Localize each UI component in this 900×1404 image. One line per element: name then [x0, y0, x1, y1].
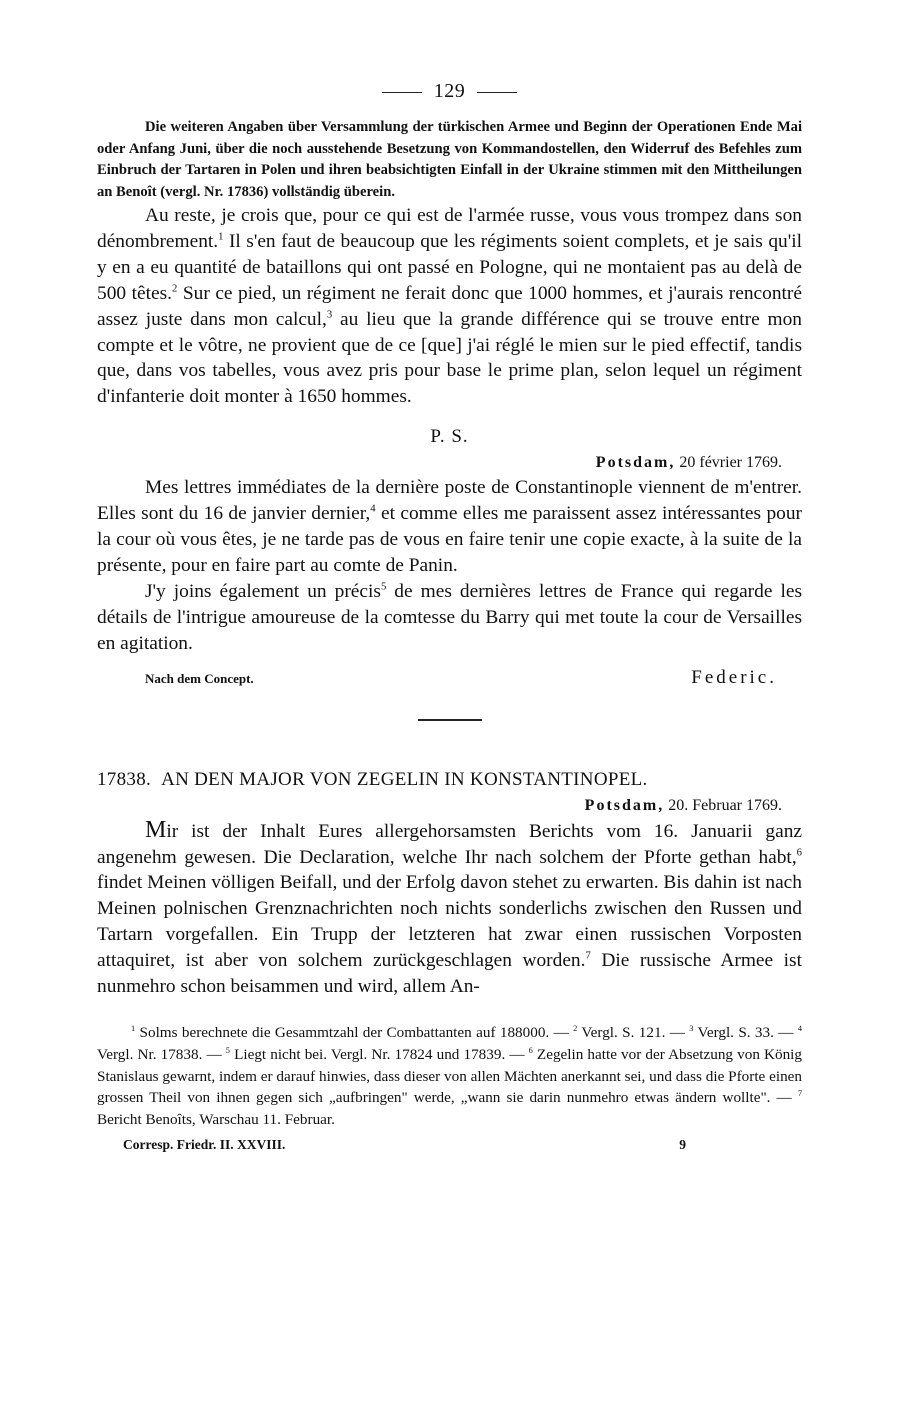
ps-paragraph-2 [97, 579, 802, 657]
footnote-ref: 6 [796, 846, 802, 859]
page-footer [97, 1137, 802, 1153]
signature: Federic. [691, 666, 777, 688]
footnote-ref: 2 [172, 282, 178, 295]
letter2-date: 20. Februar 1769. [664, 796, 782, 814]
text-run: Solms berechnete die Gesammtzahl der Combattanten auf 188000. — [135, 1023, 574, 1041]
letter2-heading [97, 769, 802, 791]
drop-cap: M [145, 816, 167, 843]
footnote-marker: 1 [131, 1023, 136, 1033]
letter2-place: Potsdam, [584, 796, 665, 814]
letter1-paragraph [97, 203, 802, 410]
footnote-marker: 6 [528, 1045, 533, 1055]
footnote-marker: 2 [573, 1023, 578, 1033]
signoff-row [97, 667, 802, 689]
text-run: Liegt nicht bei. Vergl. Nr. 17824 und 17839. — [229, 1045, 529, 1063]
footnote-marker: 7 [797, 1089, 802, 1099]
document-page [97, 80, 802, 1153]
text-run: Vergl. S. 33. — [693, 1023, 798, 1041]
footnote-text [97, 1022, 802, 1131]
letter2-paragraph [97, 818, 802, 1000]
text-run: ir ist der Inhalt Eures allergehorsamsten Berichts vom 16. Januarii ganz angenehm gewesen. Die Declaration, welche Ihr nach solchem der Pforte gethan habt, [97, 820, 802, 868]
ps-date: 20 février 1769. [675, 454, 782, 472]
ps-place: Potsdam, [595, 454, 676, 472]
source-note: Nach dem Concept. [145, 670, 254, 686]
header-dash-right [477, 92, 517, 93]
text-run: Die russische Armee ist nunmehro schon beisammen und wird, allem An- [97, 950, 802, 998]
letter-title: AN DEN MAJOR VON ZEGELIN IN KONSTANTINOPEL. [161, 768, 648, 790]
text-run: et comme elles me paraissent assez intéressantes pour la cour où vous êtes, je ne tarde pas de vous en faire tenir une copie exacte, à la suite de la présente, pour en faire part au comte de Panin. [97, 503, 803, 576]
ps-dateline [97, 454, 782, 472]
text-run: J'y joins également un précis [145, 580, 381, 602]
footnote-ref: 4 [370, 502, 376, 515]
text-run: Bericht Benoîts, Warschau 11. Februar. [97, 1111, 335, 1129]
footnote-marker: 5 [225, 1045, 230, 1055]
text-run: Vergl. S. 121. — [577, 1023, 690, 1041]
letter2-dateline [97, 797, 782, 815]
footnote-ref: 1 [218, 230, 224, 243]
footnotes [97, 1022, 802, 1131]
text-run: Sur ce pied, un régiment ne ferait donc que 1000 hommes, et j'aurais rencontré assez juste dans mon calcul, [97, 282, 802, 330]
page-header [97, 80, 802, 103]
text-run: Zegelin hatte vor der Absetzung von König Stanislaus gewarnt, indem er darauf hinwies, dass dieser von allen Mächten anerkannt sei, und dass die Pforte einen grossen Theil von ihnen gegen sich „aufbringen" werde, „wann sie darin nunmehro etwas ändern wollte". — [97, 1045, 802, 1107]
section-divider [418, 719, 482, 721]
footnote-marker: 3 [689, 1023, 694, 1033]
text-run: au lieu que la grande différence qui se trouve entre mon compte et le vôtre, ne provient que de ce [que] j'ai réglé le mien sur le pied effectif, tandis que, dans vos tabelles, vous avez pris pour base le prime plan, selon lequel un régiment d'infanterie doit monter à 1650 hommes. [97, 308, 802, 408]
text-run: Vergl. Nr. 17838. — [97, 1045, 226, 1063]
text-run: Mes lettres immédiates de la dernière poste de Constantinople viennent de m'entrer. Elles sont du 16 de janvier dernier, [97, 477, 802, 525]
footnote-ref: 7 [585, 949, 591, 962]
text-run: findet Meinen völligen Beifall, und der Erfolg davon stehet zu erwarten. Bis dahin ist nach Meinen polnischen Grenznachrichten noch nichts sonderlichs zwischen den Russen und Tartarn vorgefallen. Ein Trupp der letzteren hat zwar einen russischen Vorposten attaquiret, ist aber von solchem zurückgeschlagen worden. [97, 872, 802, 972]
ps-title: P. S. [430, 426, 469, 448]
footer-volume: Corresp. Friedr. II. XXVIII. [123, 1136, 286, 1152]
footnote-marker: 4 [797, 1023, 802, 1033]
footer-signature-mark: 9 [679, 1136, 686, 1152]
footnote-ref: 3 [326, 308, 333, 321]
ps-paragraph-1 [97, 475, 802, 579]
footnote-ref: 5 [380, 580, 387, 593]
text-run: Il s'en faut de beaucoup que les régiments soient complets, et je sais qu'il y en a eu quantité de bataillons qui ont passé en Pologne, qui ne montaient pas au delà de 500 têtes. [97, 230, 802, 304]
letter-number: 17838. [97, 768, 152, 790]
header-dash-left [382, 92, 422, 93]
intro-note: Die weiteren Angaben über Versammlung der türkischen Armee und Beginn der Operationen Ende Mai oder Anfang Juni, über die noch ausstehende Besetzung von Kommandostellen, den Widerruf des Befehles zum Einbruch der Tartaren in Polen und ihren beabsichtigten Einfall in der Ukraine stimmen mit den Mittheilungen an Benoît (vergl. Nr. 17836) vollständig überein. [97, 119, 802, 200]
text-run: Au reste, je crois que, pour ce qui est de l'armée russe, vous vous trompez dans son dénombrement. [97, 205, 802, 252]
text-run: de mes dernières lettres de France qui regarde les détails de l'intrigue amoureuse de la comtesse du Barry qui met toute la cour de Versailles en agitation. [97, 580, 803, 654]
page-number: 129 [433, 80, 466, 102]
